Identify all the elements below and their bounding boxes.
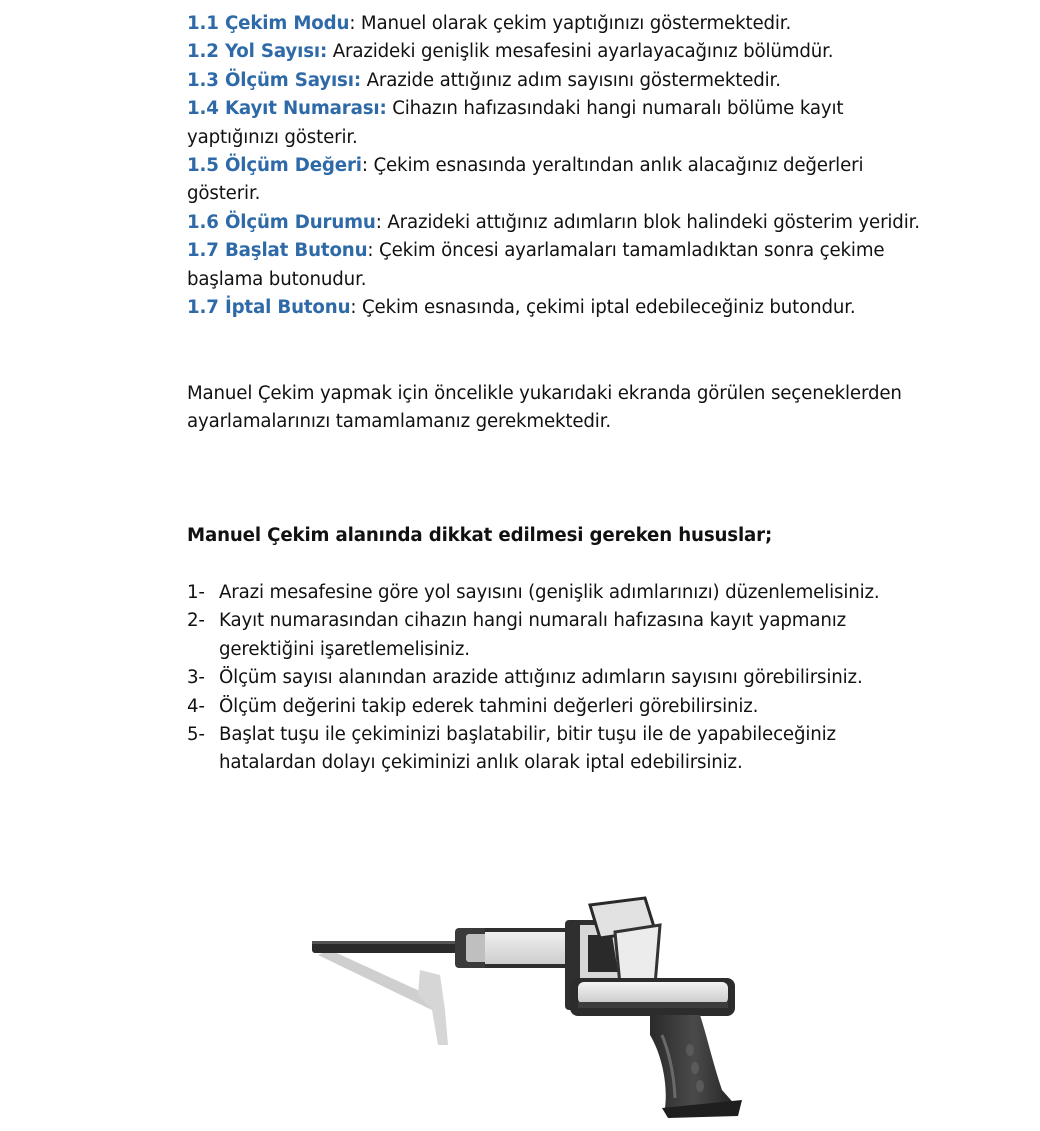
list-number: 2- [187, 610, 205, 632]
list-number: 1- [187, 582, 205, 603]
section-heading: Manuel Çekim alanında dikkat edilmesi gereken hususlar; [187, 525, 773, 546]
definition-text: Çekim esnasında yeraltından anlık alacağınız değerleri gösterir. [187, 155, 864, 205]
definition-text: Arazide attığınız adım sayısını göstermektedir. [366, 69, 781, 91]
notes-list [187, 579, 932, 778]
definition-item [187, 67, 932, 95]
definition-term: 1.1 Çekim Modu [187, 13, 350, 34]
definition-term: 1.2 Yol Sayısı: [187, 41, 328, 63]
definition-text: Çekim öncesi ayarlamaları tamamladıktan sonra çekime başlama butonudur. [187, 240, 885, 290]
list-number: 4- [187, 695, 205, 717]
list-item [187, 721, 932, 778]
definition-item: 1.6 Ölçüm Durumu: Arazideki attığınız adımların blok halindeki gösterim yeridir. [187, 211, 920, 233]
list-text: Kayıt numarasından cihazın hangi numaralı hafızasına kayıt yapmanız gerektiğini işaretlemelisiniz. [219, 610, 846, 660]
list-text: Ölçüm değerini takip ederek tahmini değerleri görebilirsiniz. [219, 695, 759, 717]
list-item [187, 693, 932, 721]
definition-text: Manuel olarak çekim yaptığınızı göstermektedir. [360, 13, 792, 34]
intro-paragraph: Manuel Çekim yapmak için öncelikle yukarıdaki ekranda görülen seçeneklerden ayarlamalarınızı tamamlamanız gerekmektedir. [187, 383, 902, 433]
definition-list [187, 10, 932, 322]
main-housing [485, 928, 570, 968]
definition-term: 1.6 Ölçüm Durumu [187, 211, 376, 233]
list-number: 3- [187, 667, 205, 689]
list-item [187, 664, 932, 692]
definition-text: Çekim esnasında, çekimi iptal edebileceğiniz butondur. [361, 297, 856, 319]
definition-text: Arazideki genişlik mesafesini ayarlayacağınız bölümdür. [332, 41, 834, 63]
list-number: 5- [187, 724, 205, 746]
list-text: Başlat tuşu ile çekiminizi başlatabilir, bitir tuşu ile de yapabileceğiniz hatalardan dolayı çekiminizi anlık olarak iptal edebilirsiniz. [219, 724, 836, 774]
list-text: Arazi mesafesine göre yol sayısını (genişlik adımlarınızı) düzenlemelisiniz. [219, 582, 880, 603]
definition-term: 1.7 Başlat Butonu [187, 240, 368, 262]
definition-item: 1.1 Çekim Modu: Manuel olarak çekim yaptığınızı göstermektedir. [187, 13, 792, 34]
list-item [187, 607, 932, 664]
list-text: Ölçüm sayısı alanından arazide attığınız adımların sayısını görebilirsiniz. [219, 667, 863, 689]
definition-item [187, 38, 932, 66]
definition-item: 1.5 Ölçüm Değeri: Çekim esnasında yeraltından anlık alacağınız değerleri gösterir. [187, 155, 864, 205]
definition-item [187, 95, 932, 152]
definition-term: 1.7 İptal Butonu [187, 297, 351, 319]
definition-text: Cihazın hafızasındaki hangi numaralı bölüme kayıt yaptığınızı gösterir. [187, 98, 844, 148]
definition-term: 1.5 Ölçüm Değeri [187, 155, 362, 177]
definition-term: 1.3 Ölçüm Sayısı: [187, 69, 361, 91]
definition-term: 1.4 Kayıt Numarası: [187, 98, 387, 120]
definition-item: 1.7 İptal Butonu: Çekim esnasında, çekimi iptal edebileceğiniz butondur. [187, 297, 856, 319]
ghost-handle [418, 970, 448, 1045]
device-illustration [300, 885, 750, 1125]
definition-item: 1.7 Başlat Butonu: Çekim öncesi ayarlamaları tamamladıktan sonra çekime başlama butonudur. [187, 240, 885, 290]
list-item [187, 579, 932, 607]
definition-text: Arazideki attığınız adımların blok halindeki gösterim yeridir. [387, 211, 920, 233]
